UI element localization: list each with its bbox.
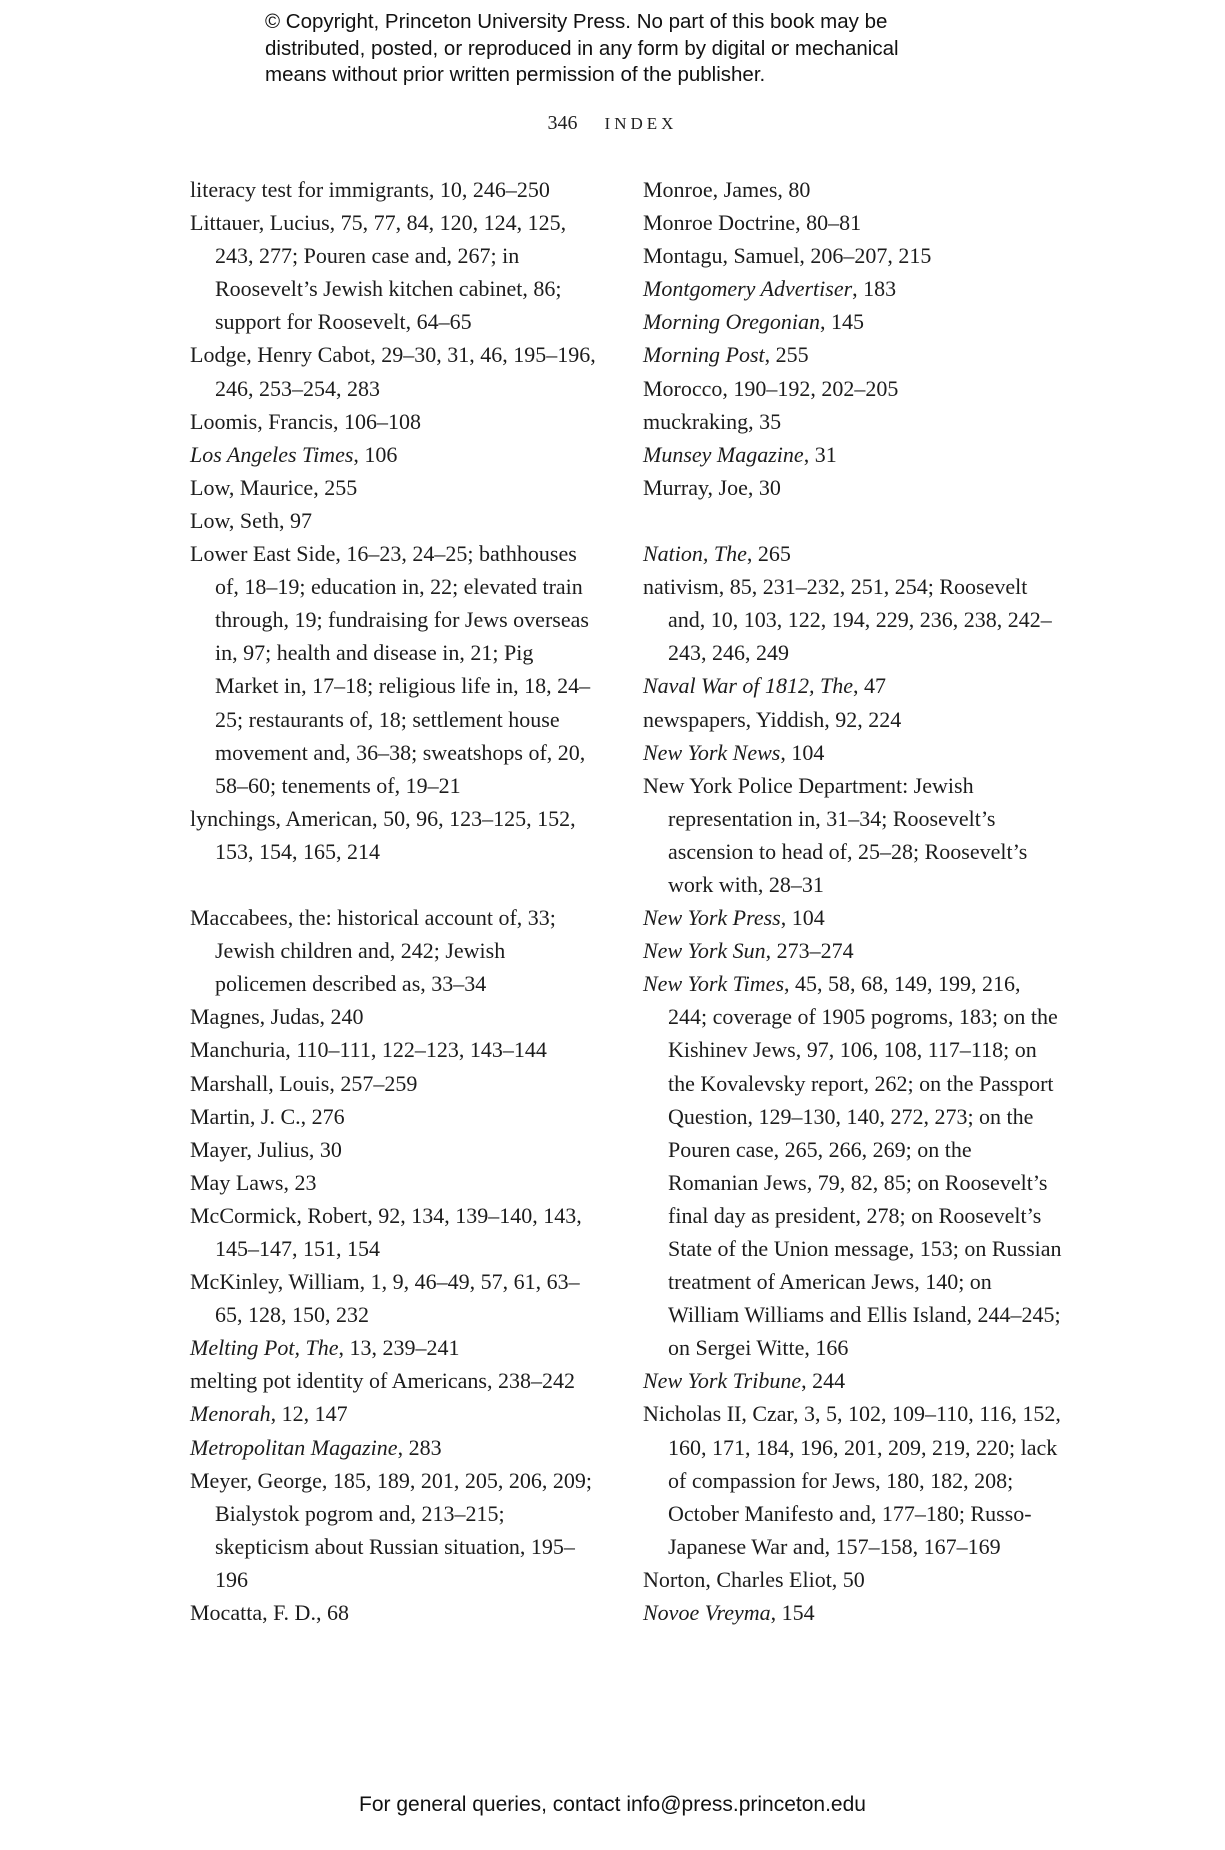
entry-title-italic: Los Angeles Times xyxy=(190,441,354,467)
entry-text: Low, Maurice, 255 xyxy=(190,474,358,500)
index-entry xyxy=(190,802,602,868)
index-entry xyxy=(643,405,1063,438)
entry-title-italic: Morning Post xyxy=(643,342,765,368)
index-column-right xyxy=(643,173,1063,1629)
index-entry xyxy=(643,537,1063,570)
index-entry xyxy=(190,1464,602,1596)
entry-text: , 255 xyxy=(764,342,809,368)
entry-text: melting pot identity of Americans, 238–242 xyxy=(190,1368,575,1394)
index-entry xyxy=(190,537,602,802)
entry-text: literacy test for immigrants, 10, 246–250 xyxy=(190,177,550,202)
entry-text: , 45, 58, 68, 149, 199, 216, 244; coverage of 1905 pogroms, 183; on the Kishinev Jews, 97, 106, 108, 117–118; on the Kovalevsky report, 262; on the Passport Question, 129–130, 140, 272, 273; on the Pouren case, 265, 266, 269; on the Romanian Jews, 79, 82, 85; on Roosevelt’s final day as president, 278; on Roosevelt’s State of the Union message, 153; on Russian treatment of American Jews, 140; on William Williams and Ellis Island, 244–245; on Sergei Witte, 166 xyxy=(668,971,1062,1361)
index-entry xyxy=(190,1331,602,1364)
index-entry xyxy=(190,1199,602,1265)
index-entry xyxy=(643,669,1063,702)
index-entry xyxy=(643,1364,1063,1397)
index-entry xyxy=(190,1397,602,1430)
index-entry xyxy=(190,1265,602,1331)
entry-text: Lodge, Henry Cabot, 29–30, 31, 46, 195–196, 246, 253–254, 283 xyxy=(190,342,596,401)
entry-text: McCormick, Robert, 92, 134, 139–140, 143, 145–147, 151, 154 xyxy=(190,1202,582,1261)
index-entry xyxy=(190,438,602,471)
index-entry xyxy=(190,901,602,1000)
entry-text: Mayer, Julius, 30 xyxy=(190,1136,342,1162)
entry-text: Magnes, Judas, 240 xyxy=(190,1004,364,1030)
entry-text: lynchings, American, 50, 96, 123–125, 152, 153, 154, 165, 214 xyxy=(190,805,576,864)
index-entry xyxy=(643,338,1063,371)
entry-text: , 265 xyxy=(746,541,791,567)
index-entry xyxy=(643,1397,1063,1562)
footer-contact: For general queries, contact info@press.princeton.edu xyxy=(359,1793,866,1816)
index-entry xyxy=(190,206,602,338)
index-entry xyxy=(643,173,1063,206)
entry-text: Meyer, George, 185, 189, 201, 205, 206, 209; Bialystok pogrom and, 213–215; skepticism about Russian situation, 195–196 xyxy=(190,1467,592,1592)
index-entry xyxy=(643,703,1063,736)
index-column-left xyxy=(190,173,602,1629)
entry-text: newspapers, Yiddish, 92, 224 xyxy=(643,706,902,732)
entry-title-italic: Metropolitan Magazine xyxy=(190,1434,398,1460)
entry-title-italic: Munsey Magazine xyxy=(643,441,804,467)
entry-text: Manchuria, 110–111, 122–123, 143–144 xyxy=(190,1037,547,1063)
index-entry xyxy=(190,405,602,438)
letter-group-gap xyxy=(190,868,602,901)
copyright-notice xyxy=(265,9,1025,89)
index-entry xyxy=(190,173,602,206)
entry-text: , 13, 239–241 xyxy=(338,1335,460,1361)
entry-text: Monroe, James, 80 xyxy=(643,177,811,202)
entry-text: Marshall, Louis, 257–259 xyxy=(190,1070,418,1096)
entry-text: Lower East Side, 16–23, 24–25; bathhouses of, 18–19; education in, 22; elevated train through, 19; fundraising for Jews overseas in, 97; health and disease in, 21; Pig Market in, 17–18; religious life in, 18, 24–25; restaurants of, 18; settlement house movement and, 36–38; sweatshops of, 20, 58–60; tenements of, 19–21 xyxy=(190,541,591,798)
index-entry xyxy=(643,736,1063,769)
entry-title-italic: Montgomery Advertiser xyxy=(643,276,853,302)
index-entry xyxy=(643,934,1063,967)
entry-title-italic: New York Tribune xyxy=(643,1368,802,1394)
entry-text: May Laws, 23 xyxy=(190,1169,317,1195)
index-entry xyxy=(190,1166,602,1199)
index-entry xyxy=(643,769,1063,901)
index-entry xyxy=(190,1431,602,1464)
entry-text: , 106 xyxy=(353,441,398,467)
entry-text: , 244 xyxy=(801,1368,846,1394)
entry-text: Montagu, Samuel, 206–207, 215 xyxy=(643,243,932,269)
entry-text: Murray, Joe, 30 xyxy=(643,474,781,500)
index-entry xyxy=(190,1364,602,1397)
index-entry xyxy=(190,1100,602,1133)
entry-title-italic: Novoe Vreyma xyxy=(643,1600,771,1626)
entry-text: Norton, Charles Eliot, 50 xyxy=(643,1566,865,1592)
index-entry xyxy=(643,1563,1063,1596)
index-entry xyxy=(643,372,1063,405)
index-entry xyxy=(190,504,602,537)
index-entry xyxy=(643,967,1063,1364)
copyright-line: distributed, posted, or reproduced in any form by digital or mechanical xyxy=(265,36,899,60)
copyright-line: © Copyright, Princeton University Press. No part of this book may be xyxy=(265,10,888,33)
entry-text: Loomis, Francis, 106–108 xyxy=(190,408,421,434)
entry-text: Littauer, Lucius, 75, 77, 84, 120, 124, 125, 243, 277; Pouren case and, 267; in Roosevelt’s Jewish kitchen cabinet, 86; support for Roosevelt, 64–65 xyxy=(190,210,567,335)
entry-text: Morocco, 190–192, 202–205 xyxy=(643,375,899,401)
entry-text: , 104 xyxy=(780,739,825,765)
index-entry xyxy=(190,1596,602,1629)
entry-text: , 31 xyxy=(803,441,837,467)
entry-title-italic: Nation, The xyxy=(643,541,747,567)
entry-text: Low, Seth, 97 xyxy=(190,507,313,533)
index-entry xyxy=(643,305,1063,338)
entry-title-italic: Naval War of 1812, The xyxy=(643,673,854,699)
index-entry xyxy=(643,239,1063,272)
entry-text: , 145 xyxy=(820,309,865,335)
entry-text: , 104 xyxy=(780,905,825,931)
entry-text: McKinley, William, 1, 9, 46–49, 57, 61, 63–65, 128, 150, 232 xyxy=(190,1269,580,1328)
index-entry xyxy=(190,1133,602,1166)
entry-title-italic: Menorah xyxy=(190,1401,271,1427)
entry-title-italic: New York News xyxy=(643,739,781,765)
copyright-line: means without prior written permission of the publisher. xyxy=(265,63,766,86)
entry-text: , 283 xyxy=(397,1434,442,1460)
index-entry xyxy=(643,206,1063,239)
index-entry xyxy=(190,1033,602,1066)
entry-text: , 12, 147 xyxy=(270,1401,348,1427)
entry-text: Nicholas II, Czar, 3, 5, 102, 109–110, 116, 152, 160, 171, 184, 196, 201, 209, 219, 220; lack of compassion for Jews, 180, 182, 208; October Manifesto and, 177–180; Russo-Japanese War and, 157–158, 167–169 xyxy=(643,1401,1061,1559)
index-entry xyxy=(643,438,1063,471)
entry-text: Maccabees, the: historical account of, 33; Jewish children and, 242; Jewish policemen described as, 33–34 xyxy=(190,905,556,997)
entry-text: , 273–274 xyxy=(765,938,854,964)
entry-text: Mocatta, F. D., 68 xyxy=(190,1600,349,1626)
index-entry xyxy=(643,1596,1063,1629)
entry-text: , 183 xyxy=(852,276,897,302)
letter-group-gap xyxy=(643,504,1063,537)
entry-text: , 47 xyxy=(853,673,887,699)
entry-text: muckraking, 35 xyxy=(643,408,782,434)
entry-title-italic: Melting Pot, The xyxy=(190,1335,339,1361)
index-entry xyxy=(190,1067,602,1100)
index-entry xyxy=(643,901,1063,934)
entry-text: New York Police Department: Jewish representation in, 31–34; Roosevelt’s ascension to head of, 25–28; Roosevelt’s work with, 28–31 xyxy=(643,772,1028,897)
entry-title-italic: New York Times xyxy=(643,971,785,997)
entry-text: nativism, 85, 231–232, 251, 254; Roosevelt and, 10, 103, 122, 194, 229, 236, 238, 242–243, 246, 249 xyxy=(643,574,1052,666)
page-number: 346 xyxy=(547,112,578,134)
index-entry xyxy=(643,272,1063,305)
index-entry xyxy=(643,471,1063,504)
entry-title-italic: New York Press xyxy=(643,905,781,931)
entry-text: Martin, J. C., 276 xyxy=(190,1103,345,1129)
running-head xyxy=(0,112,1225,135)
index-entry xyxy=(190,1000,602,1033)
entry-text: Monroe Doctrine, 80–81 xyxy=(643,210,862,236)
entry-title-italic: Morning Oregonian xyxy=(643,309,821,335)
index-entry xyxy=(190,338,602,404)
index-entry xyxy=(190,471,602,504)
entry-title-italic: New York Sun xyxy=(643,938,766,964)
entry-text: , 154 xyxy=(770,1600,815,1626)
section-title: INDEX xyxy=(604,114,678,133)
index-entry xyxy=(643,570,1063,669)
